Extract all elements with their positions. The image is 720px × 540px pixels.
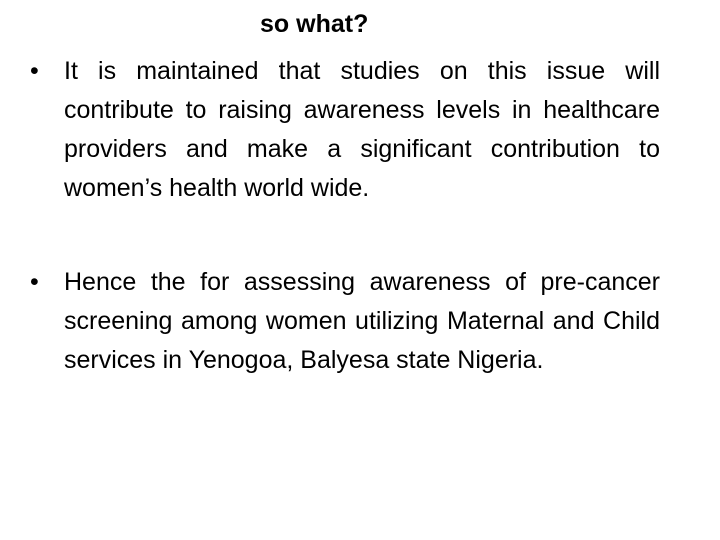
bullet-text: Hence the for assessing awareness of pre-cancer screening among women utilizing Maternal and Child services in Yenogoa, Balyesa state Nigeria. xyxy=(64,268,660,374)
bullet-item xyxy=(28,52,660,208)
bullet-marker: • xyxy=(30,268,39,296)
bullet-list xyxy=(28,52,660,380)
bullet-text: It is maintained that studies on this issue will contribute to raising awareness levels in healthcare providers and make a significant contribution to women’s health world wide. xyxy=(64,57,660,202)
bullet-marker: • xyxy=(30,57,39,85)
bullet-item xyxy=(28,263,660,380)
slide-title: so what? xyxy=(260,10,369,38)
